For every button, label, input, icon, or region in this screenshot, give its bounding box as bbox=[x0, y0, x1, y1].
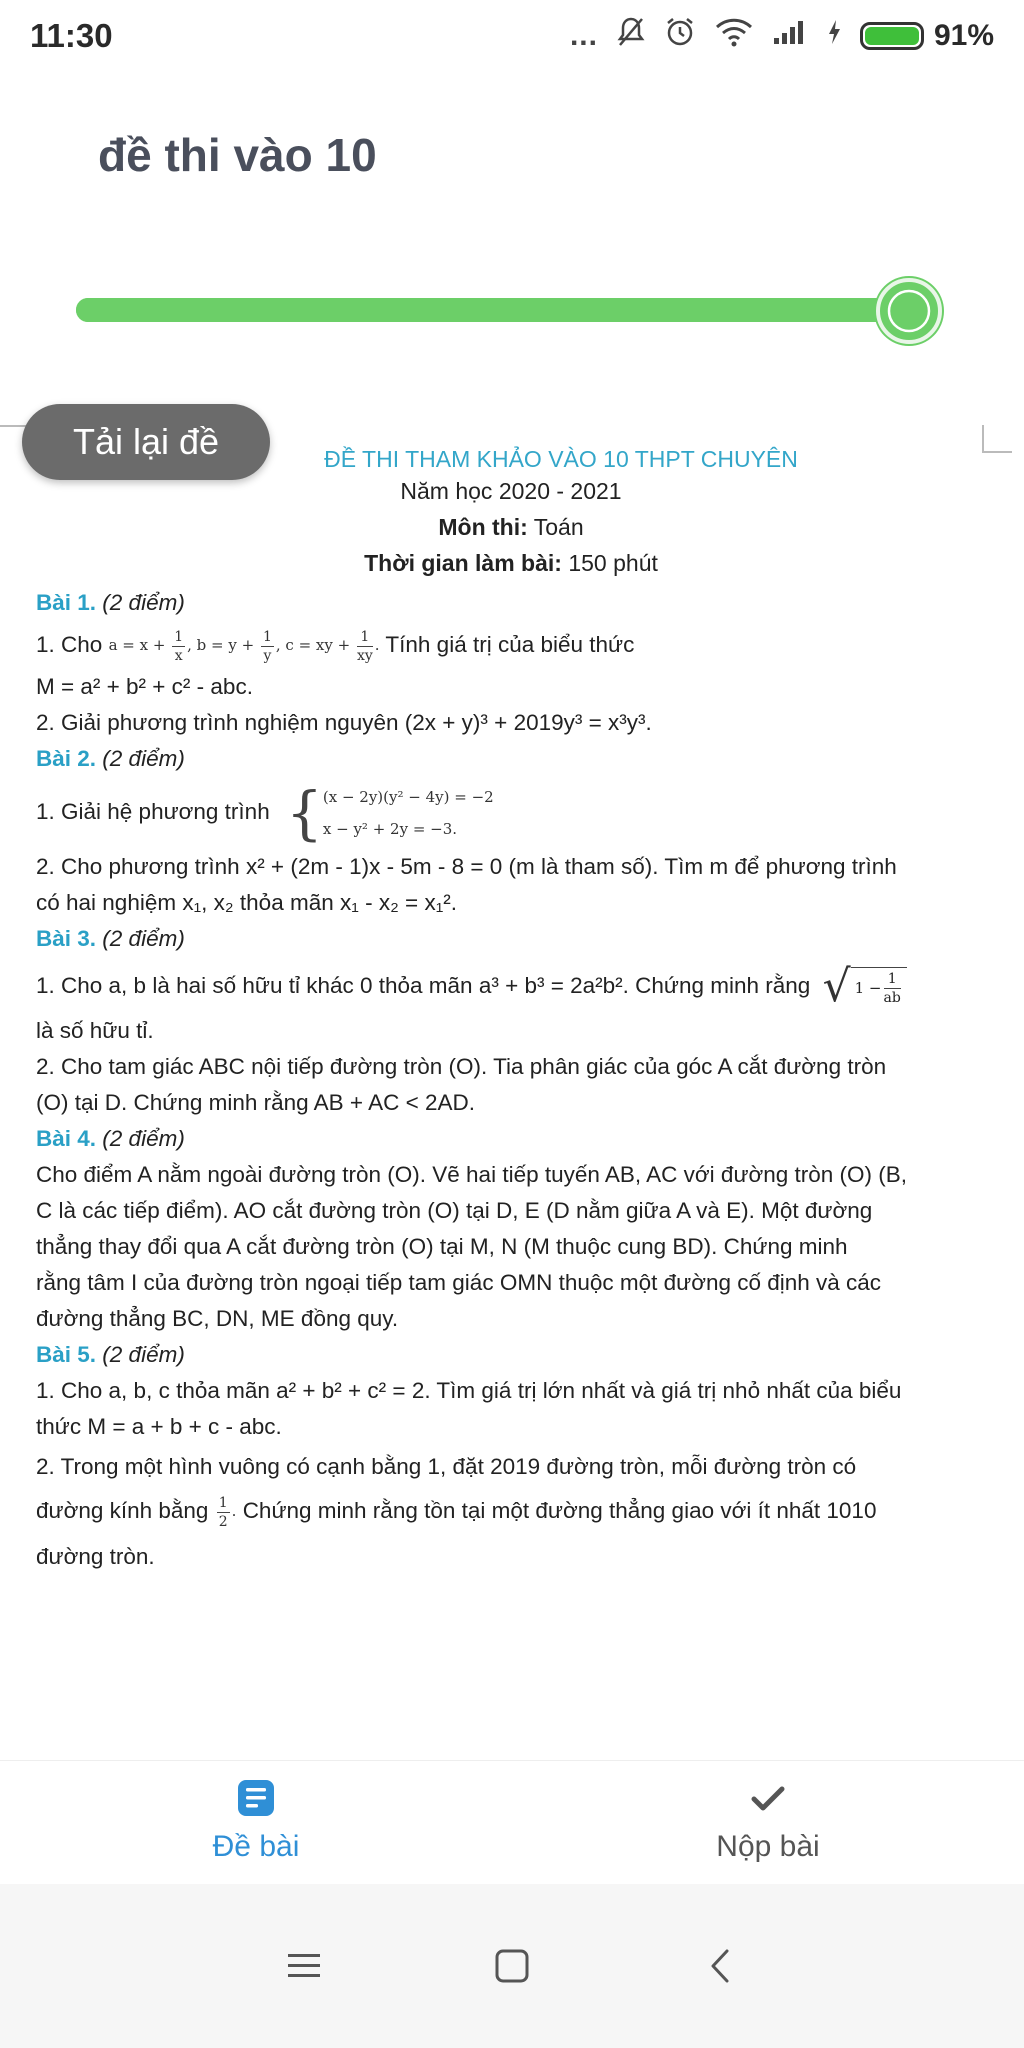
exam-subject: Môn thi: Toán bbox=[438, 514, 584, 540]
section-title-bai5: Bài 5. (2 điểm) bbox=[36, 1341, 185, 1367]
bottom-tab-bar bbox=[0, 1760, 1024, 1880]
home-icon[interactable] bbox=[482, 1936, 542, 1996]
tab-nop-bai[interactable] bbox=[512, 1761, 1024, 1881]
bai5-q1-line2: thức M = a + b + c - abc. bbox=[36, 1413, 282, 1439]
bai5-q2-line3: đường tròn. bbox=[36, 1543, 155, 1569]
mute-icon bbox=[616, 16, 646, 56]
status-bar bbox=[0, 0, 1024, 72]
progress-knob[interactable] bbox=[876, 278, 942, 344]
tab-de-bai[interactable] bbox=[0, 1761, 512, 1881]
bai3-q1: 1. Cho a, b là hai số hữu tỉ khác 0 thỏa mãn a³ + b³ = 2a²b². Chứng minh rằng √ 1 − $\frac{1}{ab}$ bbox=[36, 965, 986, 1009]
bai4-line: thẳng thay đổi qua A cắt đường tròn (O) tại M, N (M thuộc cung BD). Chứng minh bbox=[36, 1233, 848, 1259]
alarm-icon bbox=[664, 16, 696, 56]
bai2-q2-line2: có hai nghiệm x₁, x₂ thỏa mãn x₁ - x₂ = x₁². bbox=[36, 889, 458, 915]
reload-exam-button[interactable]: Tải lại đề bbox=[22, 404, 270, 480]
bai2-equation-system: { (x − 2y)(y² − 4y) = −2 x − y² + 2y = −3. bbox=[285, 778, 494, 847]
charging-icon bbox=[826, 18, 842, 54]
progress-bar bbox=[76, 298, 936, 322]
page-title: đề thi vào 10 bbox=[98, 129, 377, 181]
exam-document bbox=[36, 446, 986, 1575]
bai1-q1: 1. Cho a = x + $\frac{1}{x}$ , b = y + $\frac{1}{y}$ , c = xy + $\frac{1}{xy}$ . Tính giá trị của biểu thức bbox=[36, 628, 635, 664]
tab-de-bai-label: Đề bài bbox=[212, 1830, 300, 1863]
status-icons bbox=[570, 16, 994, 56]
status-time: 11:30 bbox=[30, 17, 113, 54]
section-title-bai3: Bài 3. (2 điểm) bbox=[36, 925, 185, 951]
bai5-q2-line2: đường kính bằng $\frac{1}{2}$ . Chứng minh rằng tồn tại một đường thẳng giao với ít nhất 1010 bbox=[36, 1494, 877, 1530]
bai2-q1: 1. Giải hệ phương trình { (x − 2y)(y² − 4y) = −2 x − y² + 2y = −3. bbox=[36, 778, 494, 847]
battery-percent: 91% bbox=[933, 19, 994, 52]
section-title-bai1: Bài 1. (2 điểm) bbox=[36, 590, 185, 615]
bai4-line: C là các tiếp điểm). AO cắt đường tròn (O) tại D, E (D nằm giữa A và E). Một đường bbox=[36, 1197, 873, 1223]
section-title-bai2: Bài 2. (2 điểm) bbox=[36, 745, 185, 771]
bai3-sqrt-formula: √ 1 − $\frac{1}{ab}$ bbox=[823, 965, 907, 1009]
bai1-q2: 2. Giải phương trình nghiệm nguyên (2x + y)³ + 2019y³ = x³y³. bbox=[36, 709, 652, 735]
bai4-line: đường thẳng BC, DN, ME đồng quy. bbox=[36, 1305, 399, 1331]
bai5-q2-line1: 2. Trong một hình vuông có cạnh bằng 1, đặt 2019 đường tròn, mỗi đường tròn có bbox=[36, 1453, 857, 1479]
progress-fill bbox=[76, 298, 936, 322]
bai3-q2-line1: 2. Cho tam giác ABC nội tiếp đường tròn (O). Tia phân giác của góc A cắt đường tròn bbox=[36, 1053, 887, 1079]
back-icon[interactable] bbox=[690, 1936, 750, 1996]
exam-time: Thời gian làm bài: 150 phút bbox=[364, 550, 658, 576]
system-nav-bar bbox=[0, 1884, 1024, 2048]
bai3-q2-line2: (O) tại D. Chứng minh rằng AB + AC < 2AD. bbox=[36, 1089, 476, 1115]
bai1-q1-formula: a = x + $\frac{1}{x}$ , b = y + $\frac{1}{y}$ , c = xy + $\frac{1}{xy}$ . bbox=[108, 628, 380, 664]
tab-nop-bai-label: Nộp bài bbox=[716, 1830, 820, 1863]
page-corner-mark bbox=[982, 425, 1012, 453]
exam-year: Năm học 2020 - 2021 bbox=[400, 478, 622, 504]
checkmark-icon bbox=[748, 1778, 788, 1818]
exam-heading: ĐỀ THI THAM KHẢO VÀO 10 THPT CHUYÊN bbox=[324, 446, 798, 472]
bai2-q2-line1: 2. Cho phương trình x² + (2m - 1)x - 5m - 8 = 0 (m là tham số). Tìm m để phương trình bbox=[36, 853, 897, 879]
bai3-q1-end: là số hữu tỉ. bbox=[36, 1017, 154, 1043]
signal-icon bbox=[772, 18, 808, 54]
wifi-icon bbox=[714, 17, 754, 55]
battery bbox=[860, 19, 994, 53]
bai4-line: rằng tâm I của đường tròn ngoại tiếp tam giác OMN thuộc một đường cố định và các bbox=[36, 1269, 882, 1295]
bai4-line: Cho điểm A nằm ngoài đường tròn (O). Vẽ hai tiếp tuyến AB, AC với đường tròn (O) (B, bbox=[36, 1161, 908, 1187]
section-title-bai4: Bài 4. (2 điểm) bbox=[36, 1125, 185, 1151]
document-icon bbox=[236, 1778, 276, 1818]
battery-icon bbox=[860, 22, 924, 50]
more-notifications-icon: ... bbox=[569, 19, 598, 52]
bai1-q1-expr: M = a² + b² + c² - abc. bbox=[36, 673, 253, 699]
bai5-q1-line1: 1. Cho a, b, c thỏa mãn a² + b² + c² = 2. Tìm giá trị lớn nhất và giá trị nhỏ nhất của biểu bbox=[36, 1377, 902, 1403]
menu-icon[interactable] bbox=[274, 1936, 334, 1996]
